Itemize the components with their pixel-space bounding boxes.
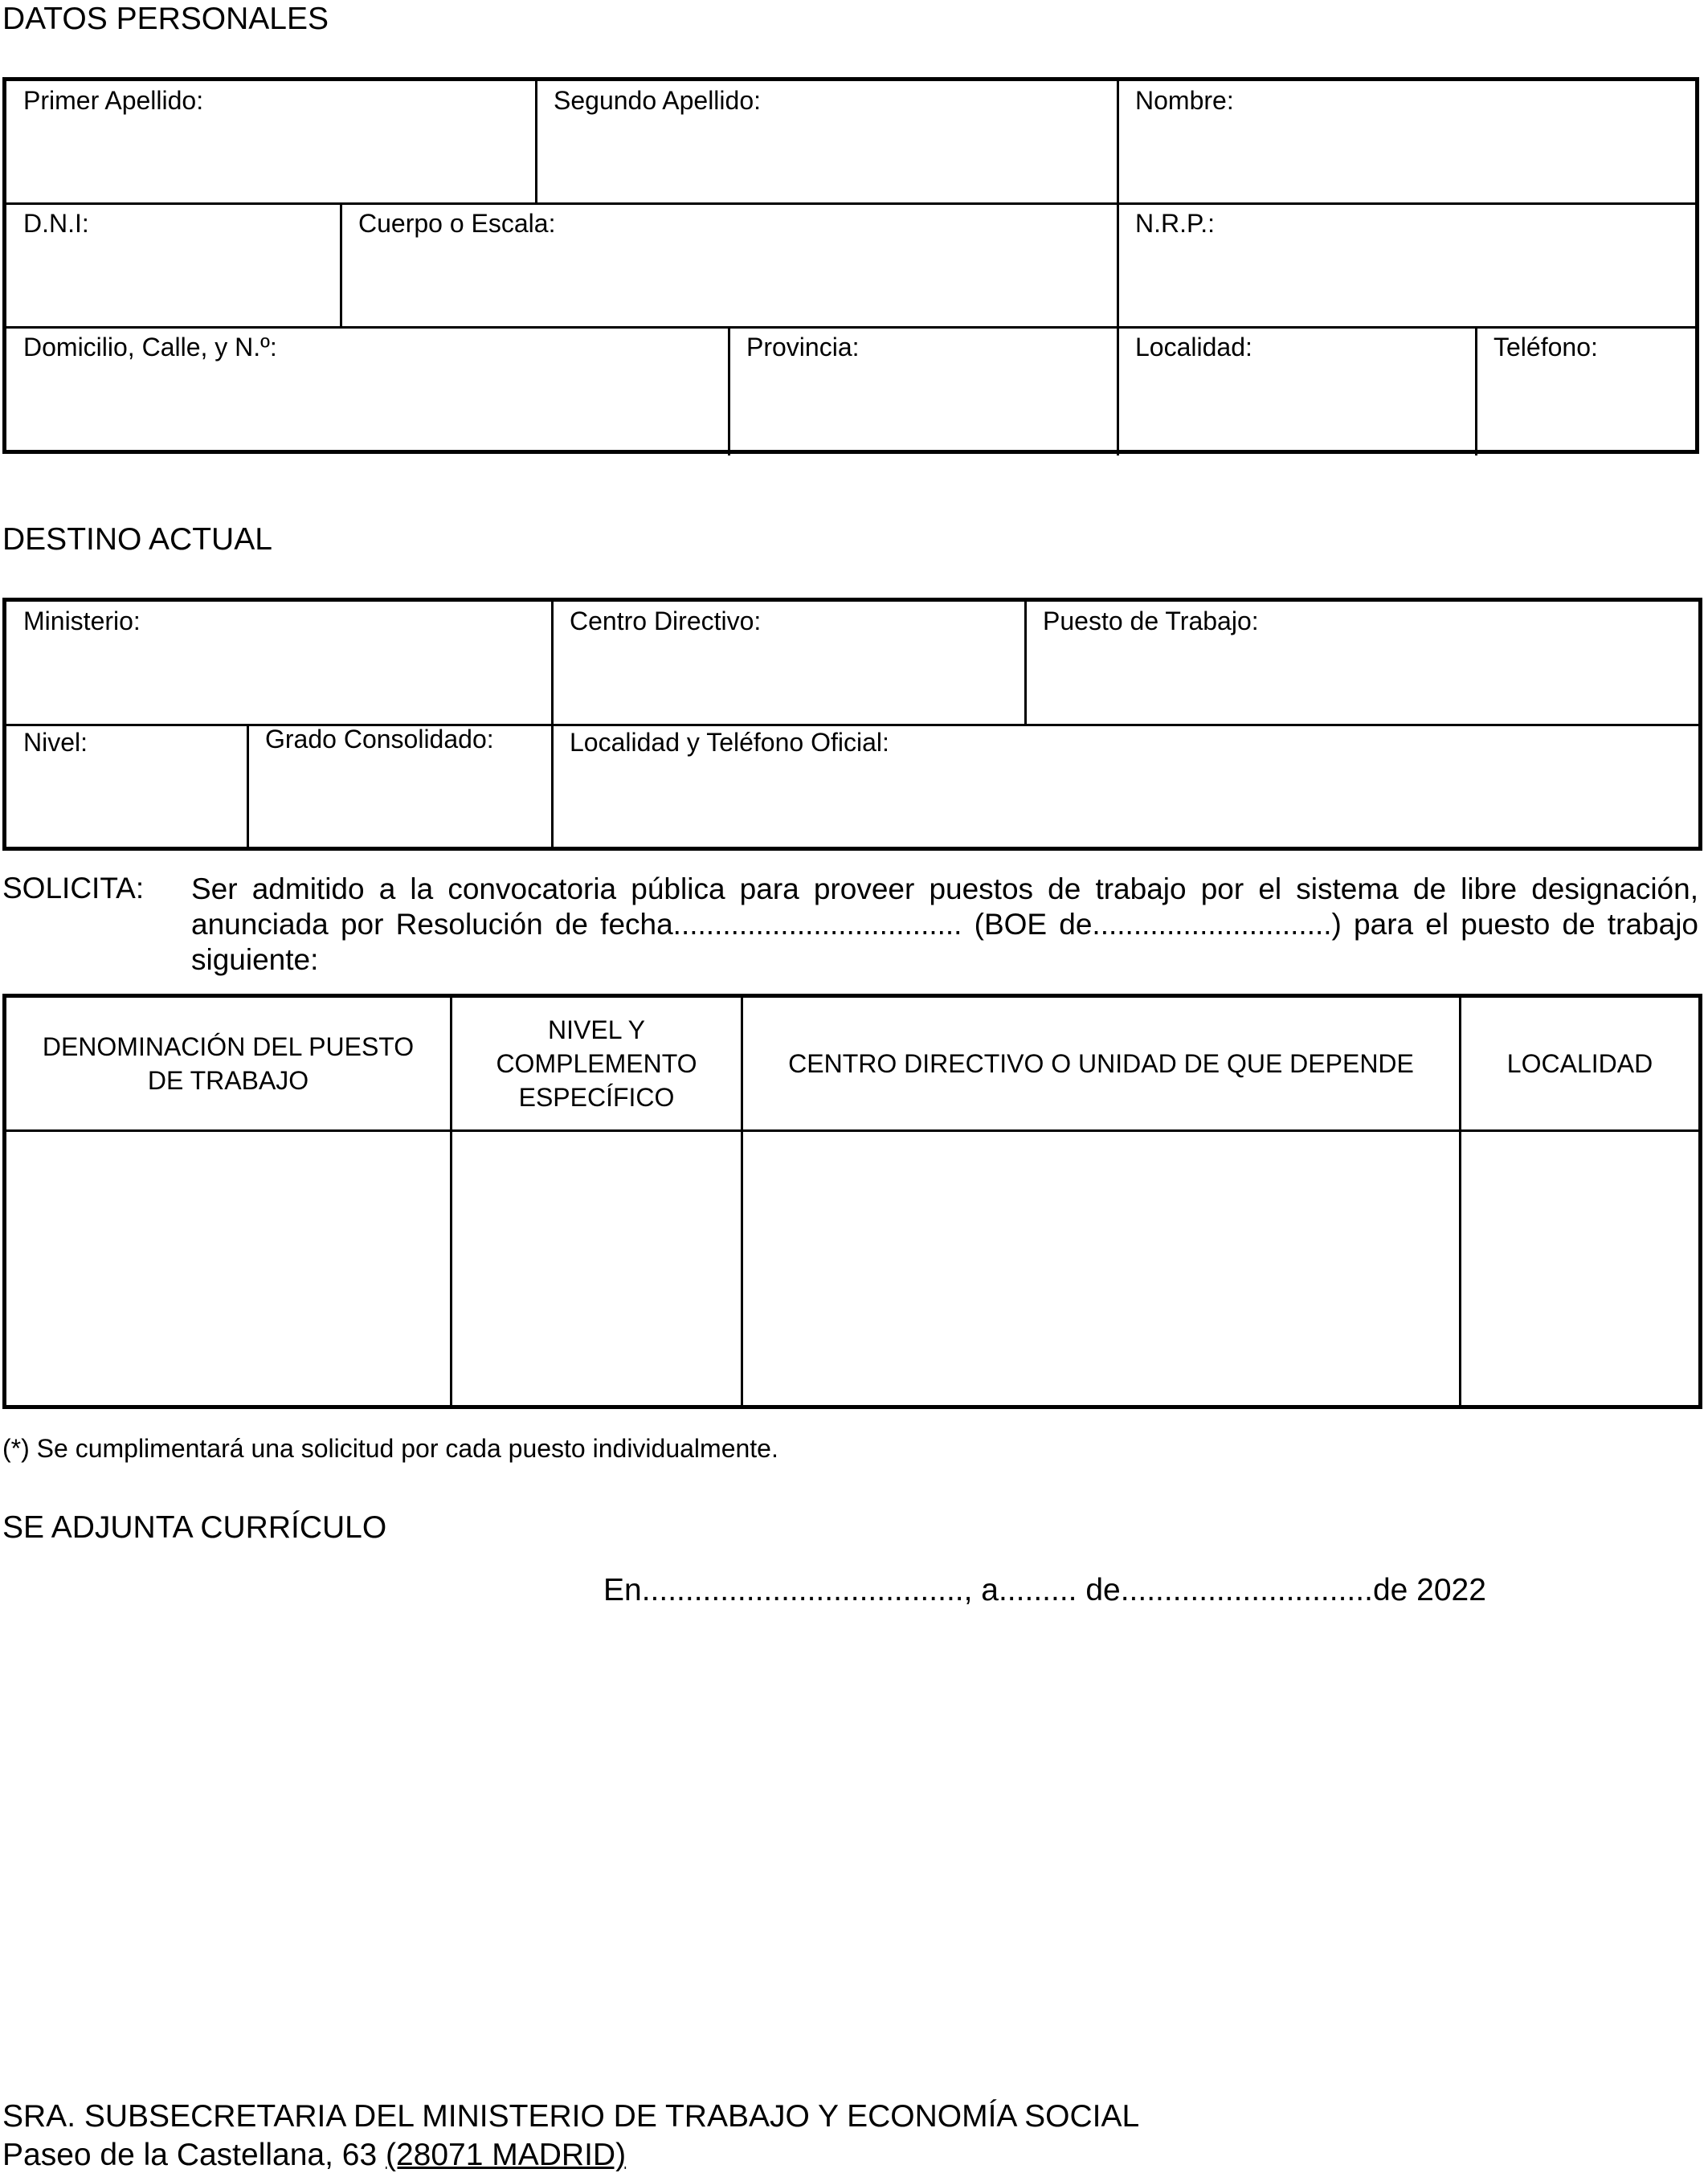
nrp-field[interactable]: N.R.P.: <box>1135 209 1215 238</box>
date-line: En....................................., a......... de.............................de 2022 <box>603 1573 1486 1607</box>
header-nivel-complemento: NIVEL Y COMPLEMENTO ESPECÍFICO <box>496 1015 697 1112</box>
input-nivel-complemento[interactable] <box>452 1132 741 1405</box>
section-title-destino-actual: DESTINO ACTUAL <box>2 522 272 557</box>
domicilio-field[interactable]: Domicilio, Calle, y N.º: <box>23 333 277 361</box>
header-centro-directivo: CENTRO DIRECTIVO O UNIDAD DE QUE DEPENDE <box>788 1049 1414 1078</box>
header-localidad: LOCALIDAD <box>1506 1049 1653 1078</box>
col-divider <box>551 725 554 847</box>
row-divider <box>6 724 1698 726</box>
segundo-apellido-field[interactable]: Segundo Apellido: <box>554 86 761 115</box>
primer-apellido-field[interactable]: Primer Apellido: <box>23 86 204 115</box>
datos-personales-form <box>2 77 1699 454</box>
input-denominacion[interactable] <box>6 1132 450 1405</box>
telefono-field[interactable]: Teléfono: <box>1493 333 1598 361</box>
footnote: (*) Se cumplimentará una solicitud por cada puesto individualmente. <box>2 1434 778 1463</box>
se-adjunta-curriculo: SE ADJUNTA CURRÍCULO <box>2 1510 387 1545</box>
recipient-line: SRA. SUBSECRETARIA DEL MINISTERIO DE TRABAJO Y ECONOMÍA SOCIAL <box>2 2099 1140 2134</box>
address-postal-city: (28071 MADRID) <box>386 2138 627 2172</box>
row-divider <box>6 202 1695 205</box>
col-divider <box>535 81 537 203</box>
solicita-label: SOLICITA: <box>2 872 145 905</box>
localidad-field[interactable]: Localidad: <box>1135 333 1252 361</box>
col-divider <box>1117 203 1119 327</box>
col-divider <box>1475 327 1477 455</box>
ministerio-field[interactable]: Ministerio: <box>23 607 141 635</box>
puesto-trabajo-field[interactable]: Puesto de Trabajo: <box>1043 607 1259 635</box>
input-localidad[interactable] <box>1461 1132 1698 1405</box>
puesto-table <box>2 994 1702 1409</box>
col-divider <box>1117 327 1119 455</box>
centro-directivo-field[interactable]: Centro Directivo: <box>570 607 762 635</box>
row-divider <box>6 326 1695 329</box>
col-divider <box>247 725 249 847</box>
col-divider <box>728 327 730 455</box>
grado-consolidado-field[interactable]: Grado Consolidado: <box>265 725 494 754</box>
section-title-datos-personales: DATOS PERSONALES <box>2 2 329 36</box>
dni-field[interactable]: D.N.I: <box>23 209 89 238</box>
col-divider <box>340 203 342 327</box>
destino-actual-form <box>2 598 1702 851</box>
solicita-text: Ser admitido a la convocatoria pública para proveer puestos de trabajo por el sistema de libre designación, anunciada por Resolución de fecha................................... (BOE de.............................) para el puesto de trabajo siguiente: <box>191 872 1698 976</box>
col-divider <box>1117 81 1119 203</box>
address-street: Paseo de la Castellana, 63 <box>2 2138 386 2172</box>
provincia-field[interactable]: Provincia: <box>746 333 860 361</box>
address-line <box>2 2138 626 2173</box>
nivel-field[interactable]: Nivel: <box>23 728 88 757</box>
localidad-telefono-oficial-field[interactable]: Localidad y Teléfono Oficial: <box>570 728 889 757</box>
nombre-field[interactable]: Nombre: <box>1135 86 1234 115</box>
col-divider <box>551 602 554 725</box>
header-denominacion: DENOMINACIÓN DEL PUESTO DE TRABAJO <box>42 1032 415 1095</box>
input-centro-directivo[interactable] <box>743 1132 1459 1405</box>
col-divider <box>1024 602 1027 725</box>
cuerpo-escala-field[interactable]: Cuerpo o Escala: <box>358 209 556 238</box>
